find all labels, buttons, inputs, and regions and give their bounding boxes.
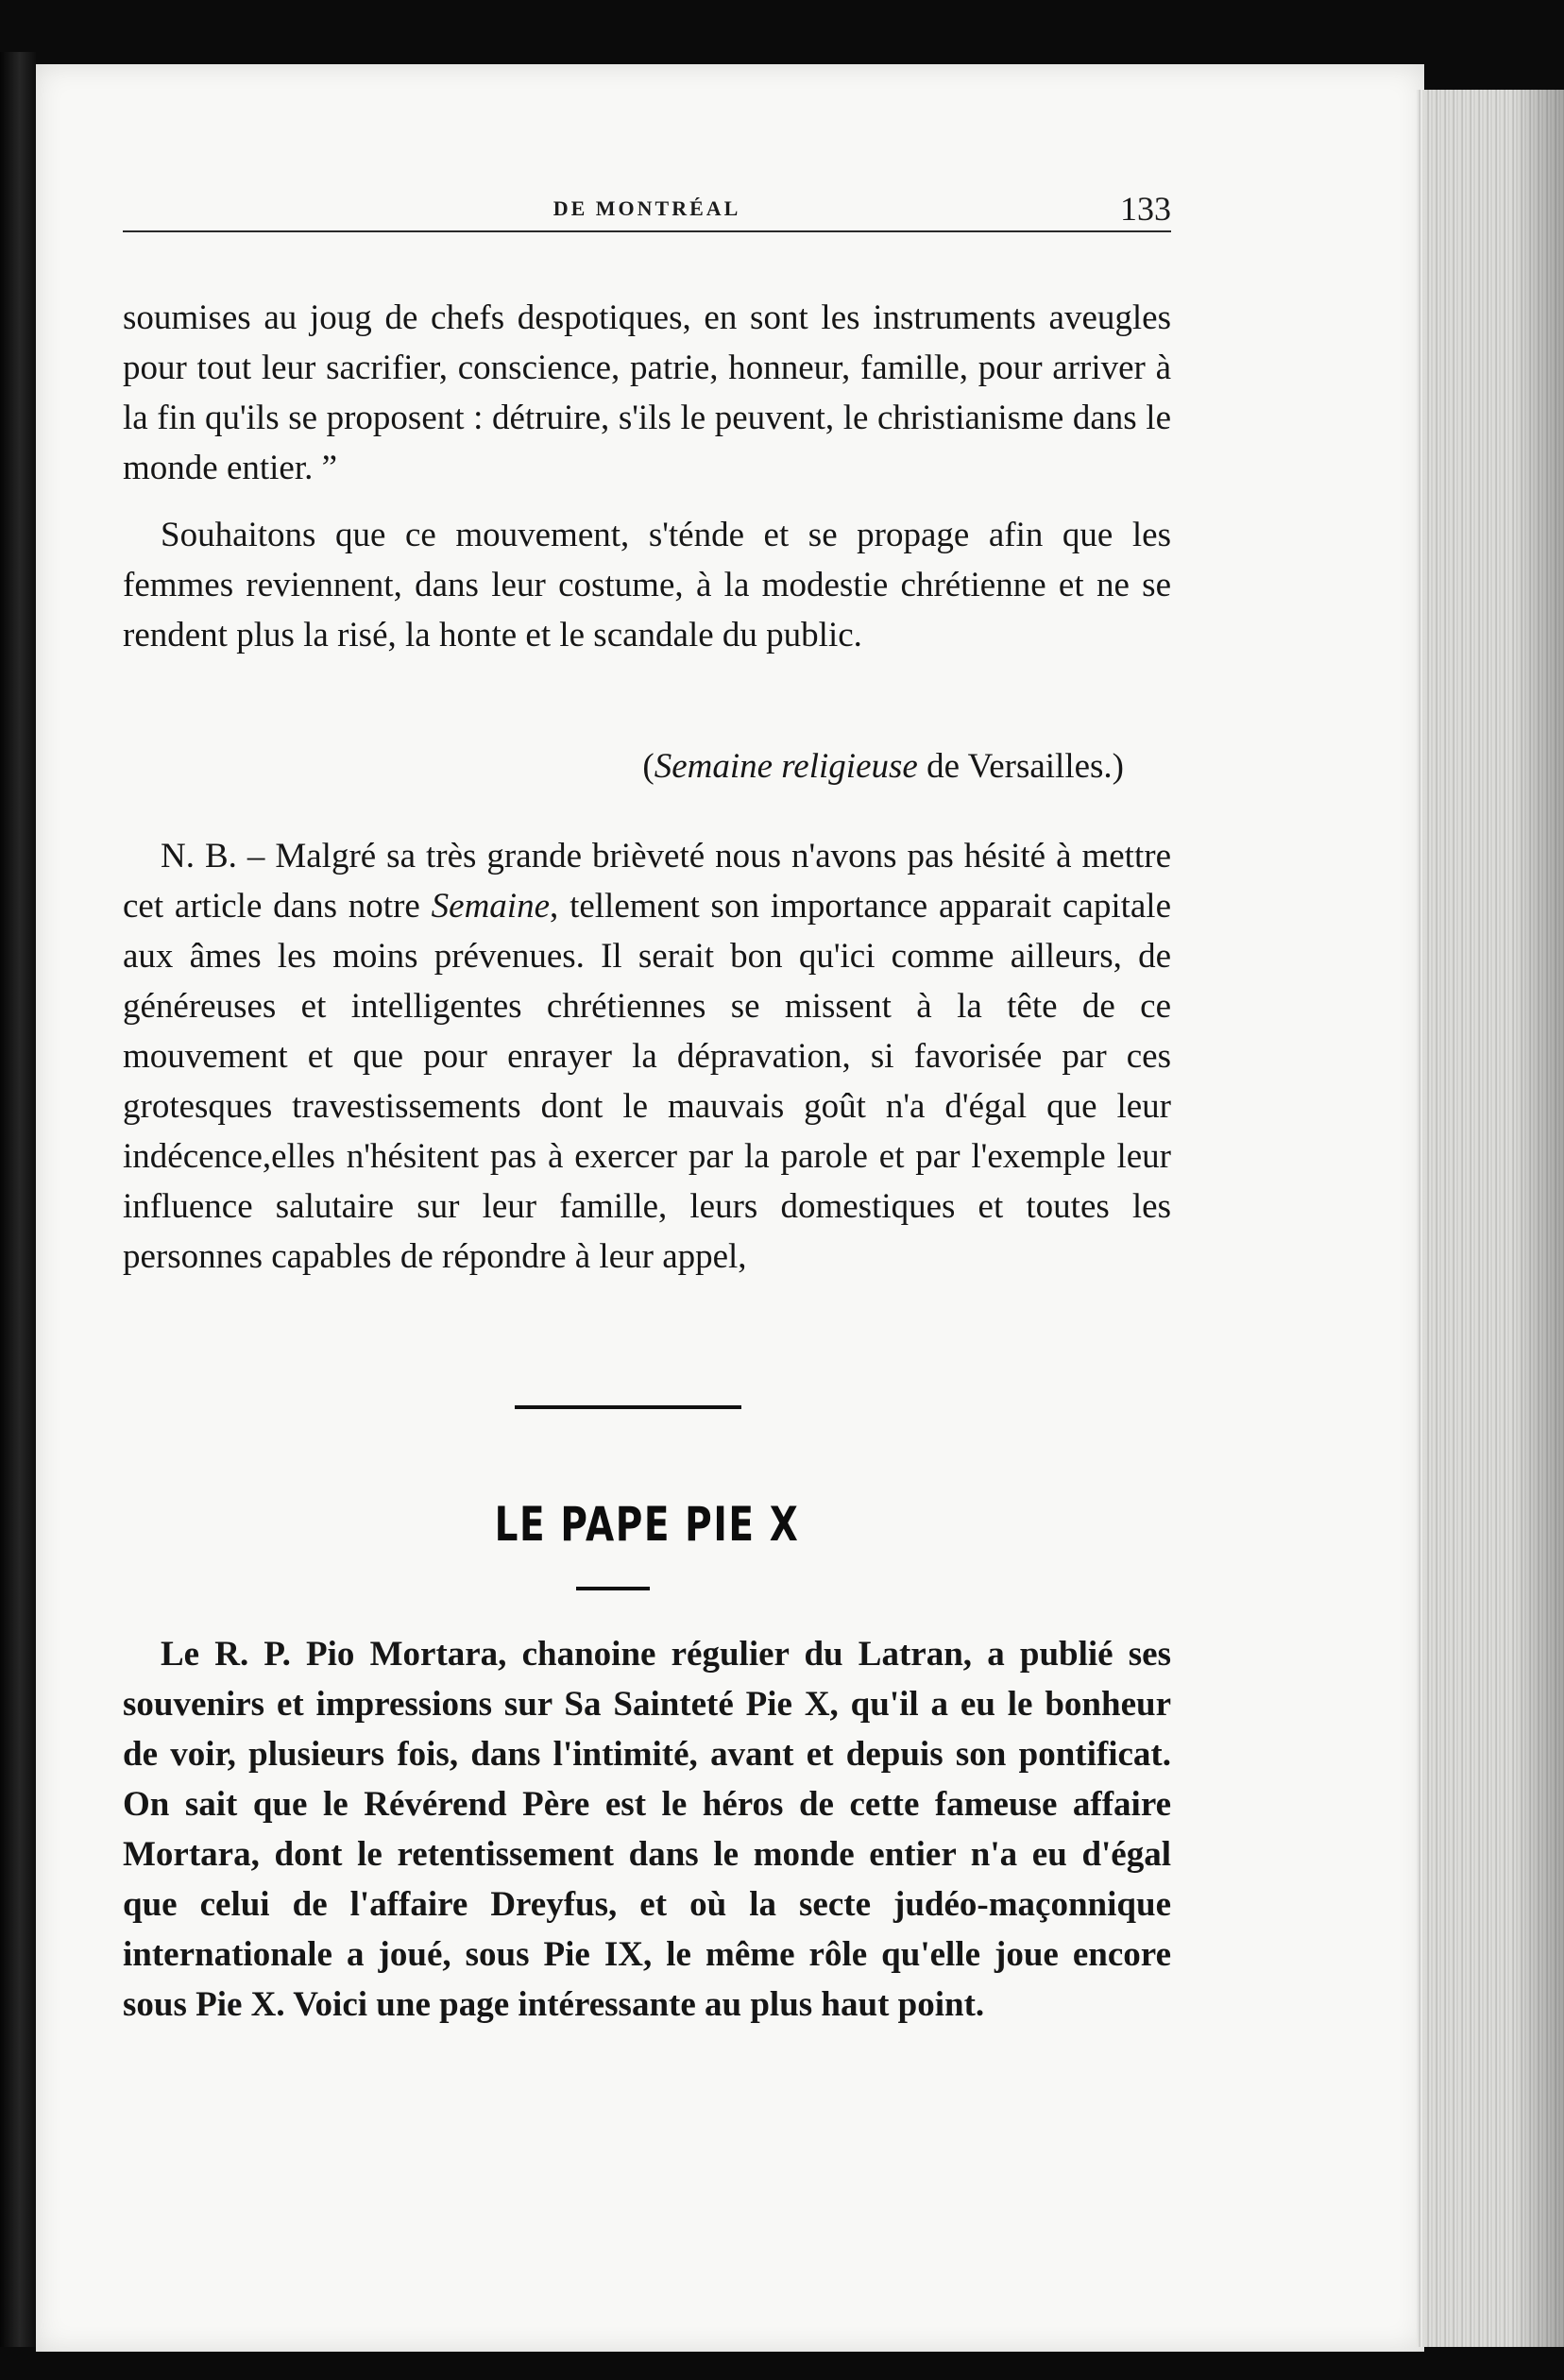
running-title: DE MONTRÉAL — [552, 196, 741, 220]
nb-text-after: , tellement son importance apparait capitale aux âmes les moins prévenues. Il serait bon qu'ici comme ailleurs, de généreuses et intelligentes chrétiennes se missent à la tête de ce mouvement et que pour enrayer la dépravation, si favorisée par ces grotesques travestissements dont le mauvais goût n'a d'égal que leur indécence,elles n'hésitent pas à exercer par la parole et par l'exemple leur influence salutaire sur leur famille, leurs domestiques et toutes les personnes capables de répondre à leur appel, — [123, 887, 1171, 1276]
section-paragraph: Le R. P. Pio Mortara, chanoine régulier du Latran, a publié ses souvenirs et impressions sur Sa Sainteté Pie X, qu'il a eu le bonheur de voir, plusieurs fois, dans l'intimité, avant et depuis son pontificat. On sait que le Révérend Père est le héros de cette fameuse affaire Mortara, dont le retentissement dans le monde entier n'a eu d'égal que celui de l'affaire Dreyfus, et où la secte judéo-maçonnique internationale a joué, sous Pie IX, le même rôle qu'elle joue encore sous Pie X. Voici une page intéressante au plus haut point. — [123, 1635, 1171, 2024]
page-number: 133 — [1120, 190, 1171, 228]
page-stack-shadow — [1511, 90, 1564, 2347]
running-head — [123, 189, 1171, 236]
paragraph-souhaitons: Souhaitons que ce mouvement, s'ténde et se propage afin que les femmes reviennent, dans leur costume, à la modestie chrétienne et ne se rendent plus la risé, la honte et le scandale du public. — [123, 516, 1171, 654]
paragraph-continuation: soumises au joug de chefs despotiques, en sont les instruments aveugles pour tout leur sacrifier, conscience, patrie, honneur, famille, pour arriver à la fin qu'ils se proposent : détruire, s'ils le peuvent, le christianisme dans le monde entier. ” — [123, 298, 1171, 487]
source-publication: Semaine religieuse — [654, 747, 918, 786]
source-location: de Versailles.) — [917, 747, 1124, 786]
source-open-paren: ( — [642, 747, 654, 786]
nb-italic-semaine: Semaine — [431, 887, 551, 926]
book-binding-edge — [0, 52, 36, 2347]
nota-bene-paragraph — [123, 831, 1171, 1282]
nb-text-before: N. B. – Malgré sa très grande brièveté nous n'avons pas hésité à mettre cet article dans notre — [123, 837, 1171, 926]
section-separator — [515, 1405, 741, 1409]
section-heading: LE PAPE PIE X — [494, 1497, 800, 1552]
heading-underline — [576, 1587, 650, 1590]
header-rule — [123, 230, 1171, 232]
source-citation — [123, 746, 1124, 787]
